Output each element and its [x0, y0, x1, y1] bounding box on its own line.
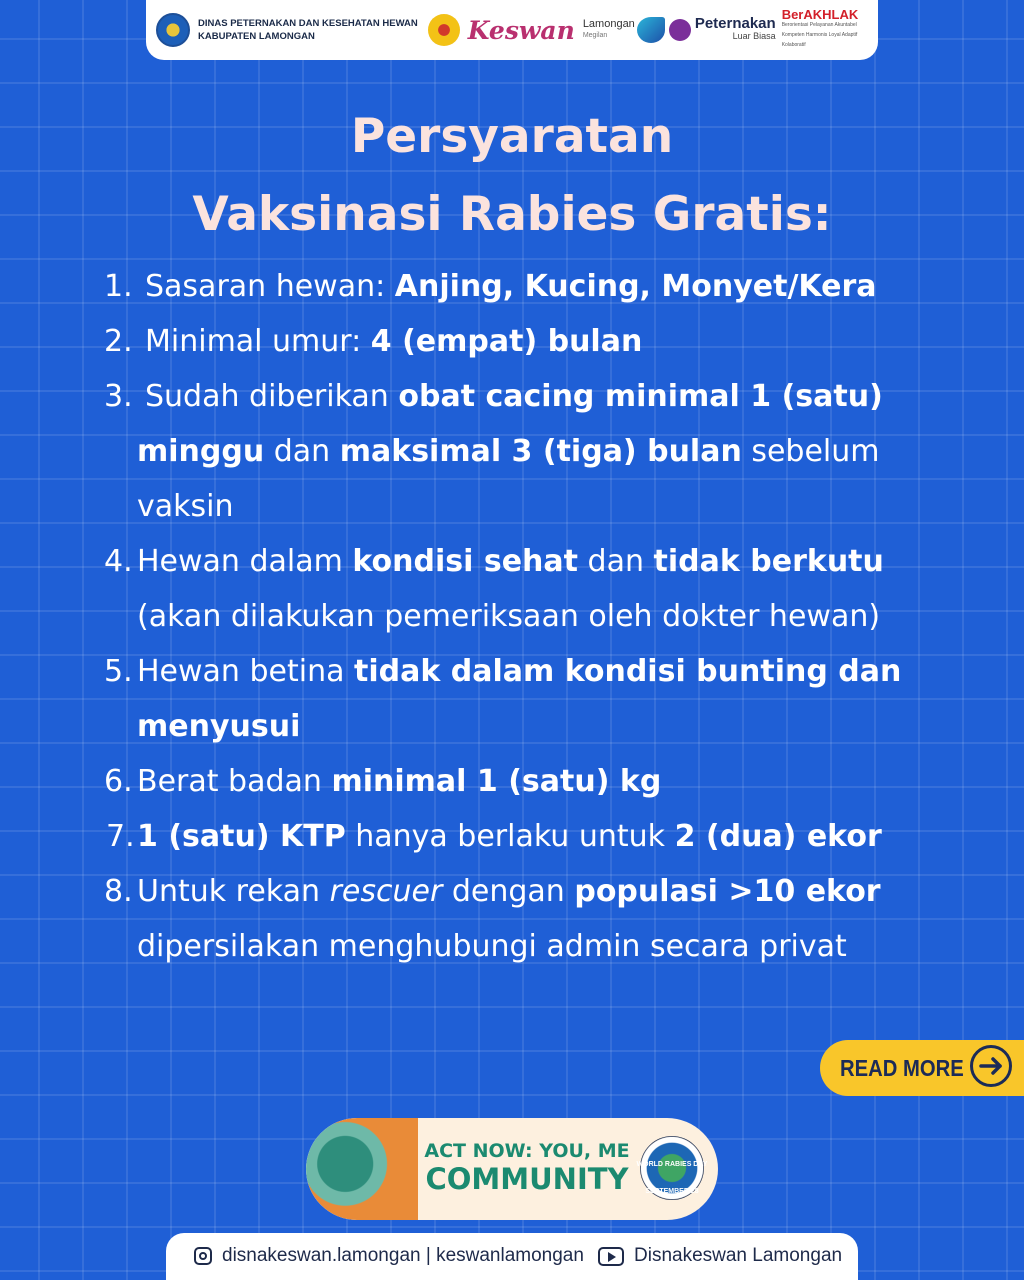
list-text-italic: rescuer — [329, 874, 443, 909]
lamongan-regency-logo-icon — [156, 13, 190, 47]
social-footer — [166, 1233, 858, 1280]
logo-header — [146, 0, 878, 60]
berakhlak-logo — [781, 7, 866, 50]
title-line2: Vaksinasi Rabies Gratis: — [192, 187, 832, 242]
helping-hands-icon — [306, 1118, 418, 1220]
youtube-icon — [598, 1247, 624, 1266]
list-line — [137, 872, 881, 912]
list-line — [137, 817, 882, 857]
peternakan-logo-text: Peternakan — [694, 15, 776, 32]
list-line — [137, 432, 880, 472]
peternakan-tagline: Luar Biasa — [732, 31, 776, 41]
act-now-line1: ACT NOW: YOU, ME — [424, 1140, 630, 1162]
ministry-seal-icon — [428, 14, 460, 46]
list-line — [145, 322, 642, 362]
arrow-right-circle-icon — [970, 1045, 1012, 1087]
list-line — [137, 597, 880, 637]
list-text-bold: menyusui — [137, 709, 301, 744]
list-text-bold: kondisi sehat — [352, 544, 578, 579]
list-text: dan — [264, 434, 340, 469]
list-text: Hewan dalam — [137, 544, 353, 579]
list-text: Hewan betina — [137, 654, 355, 689]
list-line — [137, 542, 884, 582]
list-number: 3. — [104, 379, 133, 414]
list-text: (akan dilakukan pemeriksaan oleh dokter hewan) — [137, 599, 881, 634]
list-number: 2. — [104, 324, 133, 359]
list-number: 7. — [106, 819, 135, 854]
page-title — [0, 98, 1024, 254]
agency-name-line1: DINAS PETERNAKAN DAN KESEHATAN HEWAN — [198, 18, 418, 29]
act-now-community-banner — [306, 1118, 718, 1220]
peternakan-logo-icon — [669, 19, 691, 41]
lamongan-logo-text: Lamongan — [582, 18, 635, 30]
list-text: dengan — [442, 874, 575, 909]
list-line — [145, 377, 883, 417]
list-text: dipersilakan menghubungi admin secara privat — [137, 929, 847, 964]
list-text: Minimal umur: — [145, 324, 371, 359]
list-number: 1. — [104, 269, 133, 304]
list-number: 5. — [104, 654, 133, 689]
read-more-button[interactable] — [820, 1040, 1024, 1096]
list-text-bold: minimal 1 (satu) kg — [331, 764, 662, 799]
read-more-label: READ MORE — [840, 1054, 964, 1081]
peternakan-logo — [695, 17, 776, 43]
badge-line1: WORLD RABIES DAY — [636, 1161, 708, 1168]
list-text: hanya berlaku untuk — [345, 819, 675, 854]
list-line — [137, 652, 901, 692]
agency-name — [198, 17, 418, 43]
title-line1: Persyaratan — [350, 109, 674, 164]
list-text: Sasaran hewan: — [145, 269, 395, 304]
wave-logo-icon — [637, 17, 665, 43]
list-text: Berat badan — [137, 764, 332, 799]
list-text-bold: maksimal 3 (tiga) bulan — [339, 434, 742, 469]
list-line — [145, 267, 877, 307]
list-text-bold: populasi >10 ekor — [574, 874, 881, 909]
list-text-bold: tidak dalam kondisi bunting dan — [354, 654, 902, 689]
act-now-line2: COMMUNITY — [425, 1162, 629, 1196]
list-number: 6. — [104, 764, 133, 799]
world-rabies-day-badge — [632, 1160, 712, 1196]
list-text-bold: 1 (satu) KTP — [137, 819, 346, 854]
act-now-text — [422, 1140, 632, 1196]
list-text-bold: obat cacing minimal 1 (satu) — [398, 379, 883, 414]
instagram-handles[interactable]: disnakeswan.lamongan | keswanlamongan — [222, 1245, 584, 1266]
list-line — [137, 487, 234, 527]
list-text-bold: 2 (dua) ekor — [674, 819, 882, 854]
list-text: Sudah diberikan — [145, 379, 399, 414]
megilan-logo-text: Megilan — [582, 32, 608, 39]
badge-line2: SEPTEMBER 28 — [645, 1188, 699, 1195]
instagram-icon — [194, 1247, 212, 1265]
list-text: vaksin — [137, 489, 234, 524]
lamongan-megilan-logo — [583, 19, 635, 41]
list-line — [137, 707, 300, 747]
berakhlak-logo-text: BerAKHLAK — [781, 7, 859, 22]
list-number: 8. — [104, 874, 133, 909]
list-line — [137, 927, 847, 967]
list-number: 4. — [104, 544, 133, 579]
list-text-bold: tidak berkutu — [653, 544, 884, 579]
list-text-bold: 4 (empat) bulan — [370, 324, 643, 359]
list-text: sebelum — [741, 434, 880, 469]
list-line — [137, 762, 661, 802]
list-text: dan — [578, 544, 654, 579]
list-text: Untuk rekan — [137, 874, 330, 909]
list-text-bold: minggu — [137, 434, 265, 469]
keswan-logo: Keswan — [467, 15, 575, 45]
agency-name-line2: KABUPATEN LAMONGAN — [198, 31, 315, 42]
berakhlak-tagline: Berorientasi Pelayanan Akuntabel Kompeten Harmonis Loyal Adaptif Kolaboratif — [781, 22, 858, 48]
list-text-bold: Anjing, Kucing, Monyet/Kera — [394, 269, 877, 304]
youtube-channel[interactable]: Disnakeswan Lamongan — [634, 1245, 843, 1266]
